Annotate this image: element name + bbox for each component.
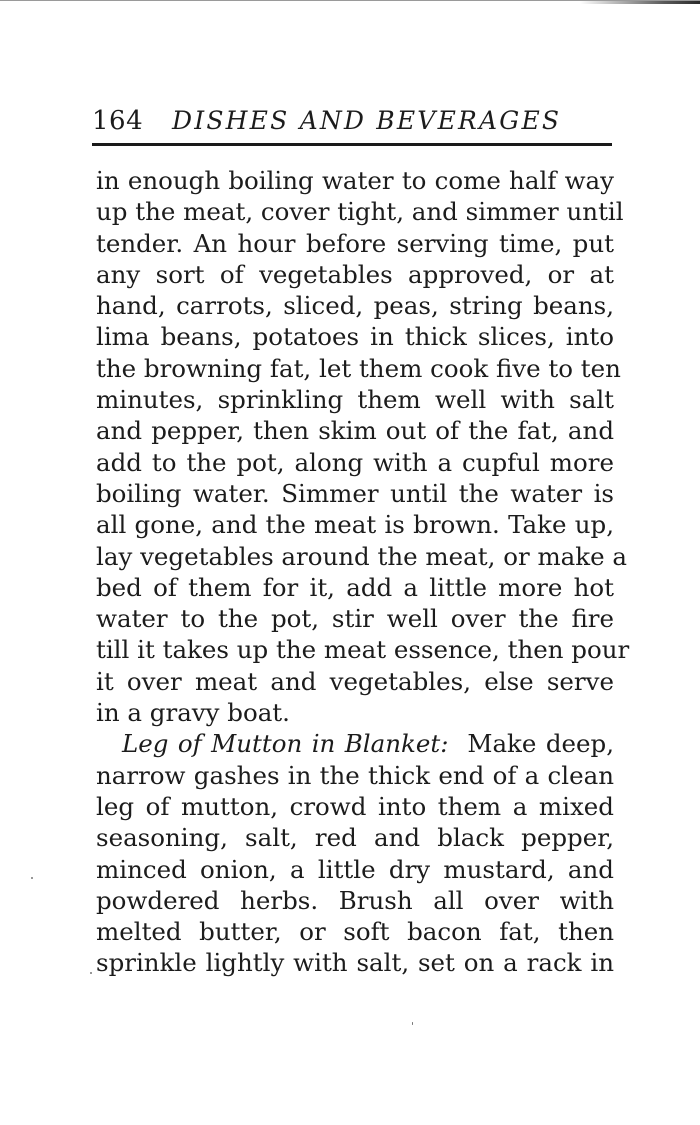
text-line: and pepper, then skim out of the fat, and [96, 416, 614, 446]
text-line: seasoning, salt, red and black pepper, [96, 823, 614, 853]
text-line: tender. An hour before serving time, put [96, 228, 614, 258]
text-line: hand, carrots, sliced, peas, string beans, [96, 291, 614, 321]
header-rule [92, 143, 612, 146]
text-line: sprinkle lightly with salt, set on a rack in [96, 948, 614, 978]
print-speck [31, 877, 33, 879]
text-line: up the meat, cover tight, and simmer until [96, 197, 624, 227]
text-line: add to the pot, along with a cupful more [96, 447, 614, 477]
text-line: water to the pot, stir well over the fire [96, 604, 614, 634]
text-line: till it takes up the meat essence, then pour [96, 635, 630, 665]
text-line: the browning fat, let them cook five to ten [96, 353, 621, 383]
recipe-heading: Leg of Mutton in Blanket: [122, 729, 449, 759]
recipe-first-line [96, 728, 614, 759]
text-line: lima beans, potatoes in thick slices, into [96, 322, 614, 352]
body-text [96, 165, 630, 979]
text-line: it over meat and vegetables, else serve [96, 666, 614, 696]
text-line-paragraph-end: in a gravy boat. [96, 698, 290, 728]
text-line: minutes, sprinkling them well with salt [96, 385, 614, 415]
text-line: leg of mutton, crowd into them a mixed [96, 791, 614, 821]
text-line: melted butter, or soft bacon fat, then [96, 917, 614, 947]
recipe-first-line-text: Make deep, [467, 729, 615, 759]
text-line: in enough boiling water to come half way [96, 166, 614, 195]
print-speck [90, 972, 92, 974]
print-speck [412, 1022, 413, 1025]
running-title: DISHES AND BEVERAGES [172, 106, 562, 135]
text-line: boiling water. Simmer until the water is [96, 478, 614, 508]
page-number: 164 [92, 106, 144, 136]
text-line: narrow gashes in the thick end of a clean [96, 760, 614, 790]
text-line: any sort of vegetables approved, or at [96, 259, 614, 289]
text-line: bed of them for it, add a little more hot [96, 572, 614, 602]
running-head [92, 101, 612, 141]
page-top-edge-shadow [580, 1, 700, 4]
text-line: minced onion, a little dry mustard, and [96, 854, 614, 884]
text-line: powdered herbs. Brush all over with [96, 885, 614, 915]
text-line: all gone, and the meat is brown. Take up, [96, 510, 614, 540]
text-line: lay vegetables around the meat, or make a [96, 541, 628, 571]
